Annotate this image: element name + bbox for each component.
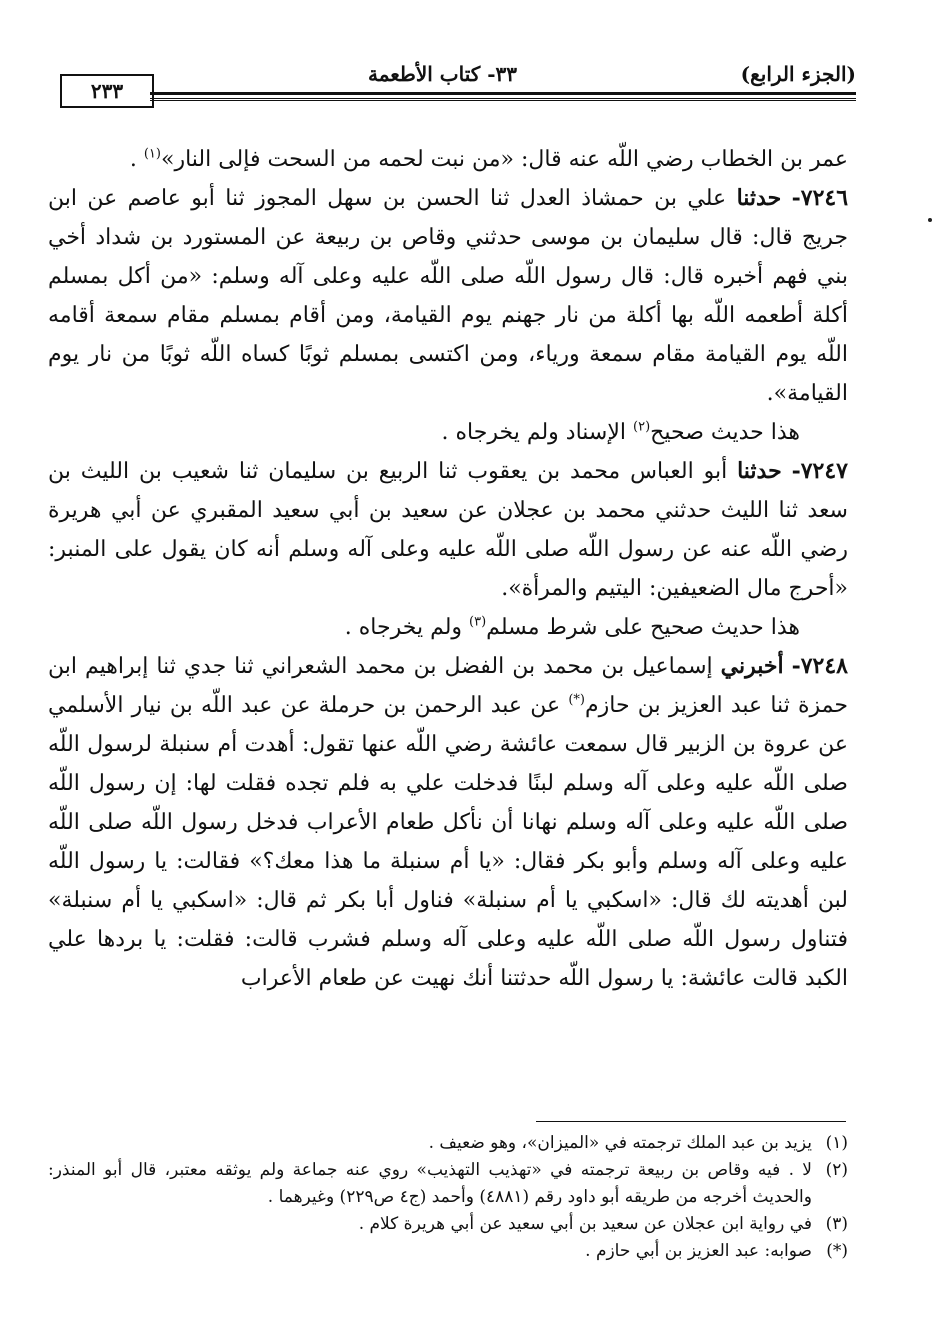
grade-text: هذا حديث صحيح على شرط مسلم	[486, 615, 800, 640]
hadith-grade	[48, 413, 848, 452]
hadith-text-b: عن عبد الرحمن بن حرملة عن عبد اللّه بن نيار الأسلمي عن عروة بن الزبير قال سمعت عائشة رضي اللّه عنها تقول: أهدت أم سنبلة لرسول اللّه صلى اللّه عليه وعلى آله وسلم لبنًا فدخلت علي به فلم تجده فقلت لها: إن رسول اللّه صلى اللّه عليه وعلى آله وسلم نهانا أن نأكل طعام الأعراب فدخل رسول اللّه صلى اللّه عليه وعلى آله وسلم وأبو بكر فقال: «يا أم سنبلة ما هذا معك؟» فقالت: يا رسول اللّه لبن أهديته لك قال: «اسكبي يا أم سنبلة» فناول أبا بكر ثم قال: «اسكبي يا أم سنبلة» فتناول رسول اللّه صلى اللّه عليه وعلى آله وسلم فشرب قالت: فقلت: يا بردها علي الكبد قالت عائشة: يا رسول اللّه حدثتنا أنك نهيت عن طعام الأعراب	[48, 693, 849, 991]
footnote-mark: (٢)	[825, 1160, 848, 1180]
footnote	[48, 1130, 848, 1157]
hadith-number: ٧٢٤٨-	[791, 653, 848, 679]
hadith-grade	[48, 608, 848, 647]
grade-text: هذا حديث صحيح	[650, 420, 800, 445]
page-number: ٢٣٣	[60, 74, 154, 108]
footnote-separator	[536, 1121, 846, 1122]
footnote-text: في رواية ابن عجلان عن سعيد بن أبي سعيد عن أبي هريرة كلام .	[358, 1214, 812, 1234]
hadith-text: علي بن حمشاذ العدل ثنا الحسن بن سهل المجوز ثنا أبو عاصم عن ابن جريج قال: قال سليمان بن موسى حدثني وقاص بن ربيعة عن المستورد بن شداد أخي بني فهم أخبره قال: قال رسول اللّه صلى اللّه عليه وعلى آله وسلم: «من أكل بمسلم أكلة أطعمه اللّه بها أكلة من نار جهنم يوم القيامة، ومن أقام بمسلم مقام سمعة أقامه اللّه يوم القيامة مقام سمعة ورياء، ومن اكتسى بمسلم ثوبًا كساه اللّه ثوبًا من نار يوم القيامة».	[48, 186, 848, 406]
grade-text-end: الإسناد ولم يخرجاه .	[441, 420, 634, 445]
opening-text: عمر بن الخطاب رضي اللّه عنه قال: «من نبت لحمه من السحت فإلى النار»	[160, 147, 848, 172]
print-speck	[928, 218, 932, 222]
footnote	[48, 1211, 848, 1238]
opening-end: .	[129, 147, 144, 172]
grade-text-end: ولم يخرجاه .	[344, 615, 470, 640]
opening-paragraph	[48, 140, 848, 179]
footnote	[48, 1157, 848, 1211]
hadith-keyword: حدثنا	[736, 185, 782, 211]
chapter-title: ٣٣- كتاب الأطعمة	[368, 62, 518, 86]
main-text	[48, 140, 848, 998]
footnote-ref: (٢)	[633, 419, 651, 435]
hadith-keyword: أخبرني	[720, 653, 784, 679]
footnote-ref: (١)	[143, 146, 161, 162]
footnote	[48, 1238, 848, 1265]
footnote-mark: (*)	[826, 1241, 848, 1261]
footnote-mark: (١)	[825, 1133, 848, 1153]
hadith-7246	[48, 179, 848, 413]
hadith-text: أبو العباس محمد بن يعقوب ثنا الربيع بن سليمان ثنا شعيب بن الليث بن سعد ثنا الليث حدثني محمد بن عجلان عن سعيد بن أبي سعيد المقبري عن أبي هريرة رضي اللّه عنه عن رسول اللّه صلى اللّه عليه وعلى آله وسلم أنه كان يقول على المنبر: «أحرج مال الضعيفين: اليتيم والمرأة».	[48, 459, 848, 601]
footnote-text: يزيد بن عبد الملك ترجمته في «الميزان»، وهو ضعيف .	[428, 1133, 812, 1153]
header-rule-thin	[150, 100, 856, 101]
hadith-text-a: إسماعيل بن محمد بن الفضل بن محمد الشعراني ثنا جدي ثنا إبراهيم ابن حمزة ثنا عبد العزيز بن حازم	[48, 654, 848, 718]
footnote-text: لا . فيه وقاص بن ربيعة ترجمته في «تهذيب التهذيب» روي عنه جماعة ولم يوثقه معتبر، قال أبو المنذر: والحديث أخرجه من طريقه أبو داود رقم (٤٨٨١) وأحمد (ج٤ ص٢٢٩) وغيرهما .	[48, 1160, 812, 1207]
hadith-number: ٧٢٤٧-	[791, 458, 848, 484]
part-title: (الجزء الرابع)	[740, 62, 856, 86]
header-rule	[150, 92, 856, 99]
page-header	[38, 58, 856, 108]
hadith-7247	[48, 452, 848, 608]
footnote-ref: (*)	[568, 692, 585, 708]
footnote-mark: (٣)	[825, 1214, 848, 1234]
hadith-number: ٧٢٤٦-	[791, 185, 849, 211]
hadith-keyword: حدثنا	[737, 458, 782, 484]
hadith-7248	[48, 647, 848, 998]
footnote-text: صوابه: عبد العزيز بن أبي حازم .	[585, 1241, 812, 1261]
footnotes	[48, 1130, 848, 1265]
footnote-ref: (٣)	[469, 614, 487, 630]
